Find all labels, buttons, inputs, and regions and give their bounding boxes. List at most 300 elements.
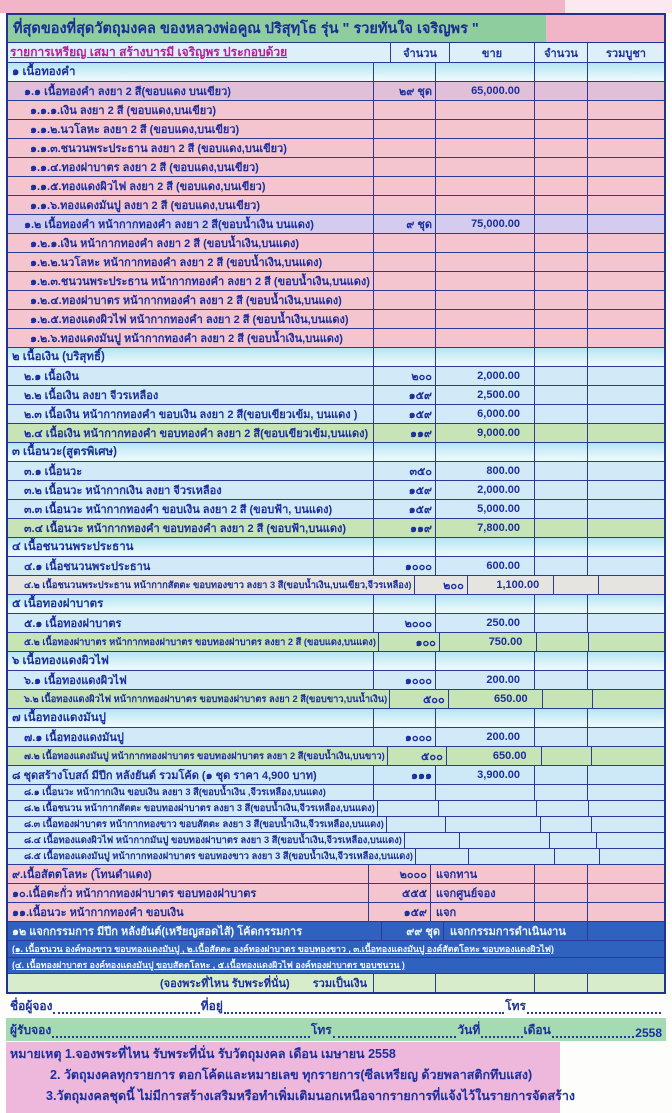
item-total-cell [587,884,664,902]
item-sell-price: 2,000.00 [477,484,520,496]
item-qty2-cell [542,690,592,708]
item-desc-cell [8,538,373,556]
item-sell-cell [435,272,534,290]
item-qty2-cell [534,652,587,670]
item-qty-cell [373,443,435,461]
item-qty: ๙๙ ชุด [406,926,440,939]
header-sell-cell: ขาย [449,43,534,62]
item-qty2-cell [534,766,587,784]
item-qty2-cell [554,849,599,864]
reserver-name-field [53,1002,199,1014]
table-row [8,785,664,801]
item-qty2-cell [534,557,587,575]
item-sell-cell [468,849,554,864]
item-total-cell [587,865,664,883]
item-sell-cell [435,462,534,480]
item-total-cell [587,766,664,784]
item-total-cell [591,817,664,832]
item-desc-cell [8,196,373,214]
item-desc: ๓.๔ เนื้อนวะ หน้ากากทองคำ ขอบทองคำ ลงยา 2 สี (ขอบฟ้า,บนแดง) [24,523,346,535]
pickup-note: (จองพระที่ไหน รับพระที่นั่น) [160,977,290,990]
item-qty2-cell [534,884,587,902]
table-row [8,234,664,253]
item-qty2-cell [534,367,587,385]
item-sell-price: 800.00 [486,465,520,477]
item-sell-cell [430,865,534,883]
table-row [8,903,664,922]
table-row [8,614,664,633]
total-amount-cell [587,974,664,992]
item-desc-cell [8,443,373,461]
item-qty2-cell [534,386,587,404]
table-row [8,652,664,671]
table-row [8,865,664,884]
item-sell-price: 6,000.00 [477,408,520,420]
item-qty2-cell [534,785,587,800]
item-qty-cell [373,519,435,537]
item-qty2-cell [534,291,587,309]
header-desc-label: รายการเหรียญ เสมา สร้างบารมี เจริญพร ประกอบด้วย [10,45,288,59]
item-qty-cell [368,903,430,921]
item-sell-cell [435,424,534,442]
header-total-cell: รวมบูชา [587,43,664,62]
item-qty: ๑๕๙ [408,390,432,402]
item-desc-cell [8,595,373,613]
table-row [8,481,664,500]
item-desc-cell [8,557,373,575]
item-qty: ๙ ชุด [406,219,432,231]
item-desc-cell [8,386,373,404]
item-sell-price: 650.00 [494,693,528,705]
item-total-cell [592,690,664,708]
item-sell-cell [435,671,534,689]
note-cell [8,941,664,956]
header-desc-cell [8,43,390,62]
item-desc-cell [8,833,404,848]
item-total-cell [587,903,664,921]
item-sell-cell [435,63,534,81]
item-qty-cell [373,766,435,784]
note-cell [8,958,664,973]
item-sell-cell [435,500,534,518]
total-sell-cell [435,974,534,992]
item-desc: ๑๑.เนื้อนวะ หน้ากากทองคำ ขอบเงิน [12,907,184,920]
item-qty2-cell [534,234,587,252]
item-desc: ๔.๑ เนื้อชนวนพระประธาน [24,561,151,573]
note-text: (๔. เนื้อทองฝาบาตร องค์ทองแดงมันปู ขอบสัตตโลหะ , ๕.เนื้อทองแดงผิวไฟ องค์ทองฝาบาตร ขอบชนวน ) [12,960,405,971]
receiver-phone-label: โทร [310,1022,332,1037]
item-desc-cell [8,576,414,594]
table-row [8,849,664,865]
table-row [8,519,664,538]
item-desc: ๗.๒ เนื้อทองแดงมันปู หน้ากากทองฝาบาตร ขอบทองฝาบาตร ลงยา 2 สี(ขอบน้ำเงิน,บนขาว) [24,750,385,761]
item-qty-cell [373,82,435,100]
item-qty2-cell [541,747,591,765]
item-qty2-cell [534,196,587,214]
item-total-cell [587,234,664,252]
item-total-cell [587,728,664,746]
date-field [481,1026,522,1038]
table-row [8,101,664,120]
item-sell-cell [435,329,534,347]
table-row [8,158,664,177]
price-table [6,42,666,994]
item-total-cell [587,386,664,404]
table-row [8,424,664,443]
item-desc: ๑.๒.๖.ทองแดงมันปู หน้ากากทองคำ ลงยา 2 สี (ขอบน้ำเงิน,บนแดง) [30,333,343,345]
item-desc-cell [8,690,389,708]
item-desc: ๒.๒ เนื้อเงิน ลงยา จีวรเหลือง [24,390,159,402]
item-desc-cell [8,747,387,765]
item-total-cell [587,348,664,366]
item-sell-cell [435,196,534,214]
item-qty-cell [386,817,445,832]
item-qty-cell [377,801,438,816]
item-sell-cell [435,101,534,119]
item-qty: ๓๕๐ [409,466,432,478]
item-sell-cell [435,652,534,670]
address-label: ที่อยู่ [200,998,223,1013]
table-header-row [8,43,664,63]
item-total-cell [587,158,664,176]
item-qty: ๑๑๙ [409,428,432,440]
item-total-cell [587,177,664,195]
page-title: ที่สุดของที่สุดวัตถุมงคล ของหลวงพ่อคูณ ปริสุทฺโธ รุ่น " รวยทันใจ เจริญพร " [13,21,479,37]
table-row [8,177,664,196]
item-sell-price: แจกทาน [436,869,478,882]
item-sell-price: 2,000.00 [477,370,520,382]
item-total-cell [587,595,664,613]
item-qty: ๕๐๐ [421,751,443,763]
item-qty2-cell [536,801,588,816]
item-total-cell [588,801,664,816]
item-desc: ๑.๑ เนื้อทองคำ ลงยา 2 สี(ขอบแดง บนเขียว) [24,86,231,98]
item-desc-cell [8,158,373,176]
item-desc-cell [8,215,373,233]
item-qty2-cell [534,595,587,613]
table-row [8,633,664,652]
item-sell-price: 5,000.00 [477,503,520,515]
item-desc: ๑.๒.๔.ทองฝาบาตร หน้ากากทองคำ ลงยา 2 สี (ขอบน้ำเงิน,บนแดง) [30,295,342,307]
item-desc: ๘.๒ เนื้อชนวน หน้ากากสัตตะ ขอบทองฝาบาตร ลงยา 3 สี(ขอบน้ำเงิน,จีวรเหลือง,บนแดง) [24,803,375,814]
item-desc-cell [8,82,373,100]
item-qty: ๑๕๙ [408,409,432,421]
table-row [8,709,664,728]
item-total-cell [591,747,664,765]
item-sell-cell [459,833,548,848]
item-desc: ๑.๒.๓.ชนวนพระประธาน หน้ากากทองคำ ลงยา 2 สี (ขอบน้ำเงิน,บนแดง) [30,276,370,288]
item-desc: ๖.๑ เนื้อทองแดงผิวไฟ [24,675,127,687]
note-text: (๑. เนื้อชนวน องค์ทองขาว ขอบทองแดงมันปู , ๒.เนื้อสัตตะ องค์ทองฝาบาตร ขอบทองขาว , ๓.เนื้อทองแดงมันปู องค์สัตตโลหะ ขอบทองแดงผิวไฟ) [12,944,554,955]
item-desc-cell [8,849,415,864]
table-row [8,348,664,367]
item-desc: ๗ เนื้อทองแดงมันปู [12,712,106,724]
page-margin-pink-strip [0,0,565,13]
item-desc-cell [8,367,373,385]
document-sheet [6,13,666,1113]
item-qty2-cell [534,405,587,423]
month-label: เดือน [523,1022,551,1037]
item-desc: ๖.๒ เนื้อทองแดงผิวไฟ หน้ากากทองฝาบาตร ขอบทองฝาบาตร ลงยา 2 สี(ขอบขาว,บนน้ำเงิน) [24,693,388,704]
year-value: 2558 [635,1025,662,1040]
note-row [8,958,664,974]
item-qty-cell [373,652,435,670]
item-desc: ๑.๑.๑.เงิน ลงยา 2 สี (ขอบแดง,บนเขียว) [30,105,217,117]
item-total-cell [587,291,664,309]
item-qty2-cell [534,82,587,100]
header-qty2-cell: จำนวน [534,43,587,62]
total-qty-cell [373,974,435,992]
title-bar [6,13,666,42]
item-sell-cell [435,120,534,138]
grand-total-label: รวมเป็นเงิน [312,977,367,990]
item-qty2-cell [534,253,587,271]
item-qty2-cell [534,538,587,556]
page-margin-strip-right [565,0,672,13]
item-sell-cell [435,291,534,309]
item-qty-cell [373,614,435,632]
item-qty: ๑๐๐๐ [404,732,432,744]
item-sell-cell [435,538,534,556]
item-sell-price: 3,900.00 [477,769,520,781]
item-desc-cell [8,801,377,816]
item-sell-cell [435,785,534,800]
item-desc: ๘ ชุดสร้างโบสถ์ มีปีก หลังยันต์ รวมโค้ด (๑ ชุด ราคา 4,900 บาท) [12,770,317,782]
item-total-cell [587,481,664,499]
item-sell-cell [448,690,542,708]
item-desc: ๒.๑ เนื้อเงิน [24,371,79,383]
item-qty: ๑๐๐๐ [404,561,432,573]
note-row [8,941,664,957]
table-row [8,310,664,329]
item-sell-price: 9,000.00 [477,427,520,439]
item-qty2-cell [534,139,587,157]
item-desc: ๔ เนื้อชนวนพระประธาน [12,541,134,553]
item-desc-cell [8,177,373,195]
notes-block [6,1042,576,1113]
item-desc: ๑.๑.๕.ทองแดงผิวไฟ ลงยา 2 สี (ขอบแดง,บนเขียว) [30,181,266,193]
item-desc-cell [8,101,373,119]
item-desc-cell [8,500,373,518]
address-field [224,1002,504,1014]
item-sell-cell [435,519,534,537]
item-desc-cell [8,709,373,727]
item-total-cell [587,443,664,461]
item-qty: ๒๙ ชุด [399,86,432,98]
item-sell-cell [435,234,534,252]
item-qty2-cell [534,101,587,119]
item-desc: ๑๒ แจกกรรมการ มีปีก หลังยันต์(เหรียญสอดไส้) โค้ดกรรมการ [12,926,303,939]
item-qty2-cell [534,120,587,138]
item-sell-cell [435,386,534,404]
item-sell-price: 200.00 [486,731,520,743]
item-sell-cell [435,177,534,195]
item-total-cell [587,709,664,727]
item-desc-cell [8,63,373,81]
reserver-name-label: ชื่อผู้จอง [10,998,53,1013]
item-qty: ๕๕๕ [402,888,427,901]
table-row [8,538,664,557]
table-row [8,595,664,614]
item-qty-cell [373,196,435,214]
item-desc-cell [8,272,373,290]
total-desc-cell [8,974,373,992]
item-sell-cell [435,595,534,613]
item-total-cell [587,367,664,385]
item-qty2-cell [534,443,587,461]
item-sell-cell [435,139,534,157]
item-total-cell [587,120,664,138]
item-qty-cell [373,424,435,442]
item-total-cell [587,215,664,233]
item-sell-cell [435,728,534,746]
item-qty-cell [378,633,439,651]
item-sell-price: 2,500.00 [477,389,520,401]
item-sell-cell [435,310,534,328]
item-total-cell [598,576,664,594]
item-qty-cell [373,329,435,347]
item-sell-cell [435,614,534,632]
item-total-cell [587,253,664,271]
table-row [8,747,664,766]
item-qty: ๑๑๙ [409,523,432,535]
item-qty: ๒๐๐๐ [404,618,432,630]
item-desc-cell [8,671,373,689]
item-sell-cell [430,884,534,902]
item-qty-cell [381,922,443,940]
item-qty-cell [373,234,435,252]
item-desc-cell [8,253,373,271]
item-qty-cell [404,833,459,848]
table-row [8,922,664,941]
item-qty-cell [368,884,430,902]
item-sell-cell [435,215,534,233]
item-qty-cell [373,671,435,689]
table-row [8,120,664,139]
item-sell-cell [445,817,540,832]
title-bar-pink-segment [546,15,664,42]
item-qty-cell [373,557,435,575]
item-qty: ๒๐๐ [443,580,464,592]
table-row [8,196,664,215]
item-desc: ๕.๒ เนื้อทองฝาบาตร หน้ากากทองฝาบาตร ขอบทองฝาบาตร ลงยา 2 สี (ขอบแดง,บนแดง) [24,636,376,647]
item-qty-cell [373,348,435,366]
item-qty-cell [373,481,435,499]
item-qty: ๕๐๐ [422,694,445,706]
table-row [8,329,664,348]
item-total-cell [587,671,664,689]
item-sell-price: แจก [436,907,457,920]
receiver-phone-field [333,1026,457,1038]
item-sell-price: 75,000.00 [471,218,520,230]
item-total-cell [587,272,664,290]
item-desc: ๙.เนื้อสัตตโลหะ (โทนดำแดง) [12,869,152,882]
item-desc: ๔.๒ เนื้อชนวนพระประธาน หน้ากากสัตตะ ขอบทองขาว ลงยา 3 สี(ขอบน้ำเงิน,บนเขียว,จีวรเหลือง) [24,579,412,590]
item-qty2-cell [534,671,587,689]
item-desc: ๘.๕ เนื้อทองแดงมันปู หน้ากากทองฝาบาตร ขอบทองขาว ลงยา 3 สี(ขอบน้ำเงิน,จีวรเหลือง,บนแดง) [24,851,413,862]
item-sell-price: 1,100.00 [496,579,540,591]
item-qty2-cell [534,329,587,347]
item-desc-cell [8,348,373,366]
table-row [8,576,664,595]
item-total-cell [587,82,664,100]
item-desc-cell [8,424,373,442]
item-desc: ๑.๒.๑.เงิน หน้ากากทองคำ ลงยา 2 สี (ขอบน้ำเงิน,บนแดง) [30,238,300,250]
item-desc: ๑๐.เนื้อตะกั่ว หน้ากากทองฝาบาตร ขอบทองฝาบาตร [12,888,257,901]
item-total-cell [587,519,664,537]
item-total-cell [587,538,664,556]
item-total-cell [588,633,664,651]
table-row [8,291,664,310]
item-desc: ๕ เนื้อทองฝาบาตร [12,598,104,610]
title-bar-green [8,15,546,42]
item-desc-cell [8,766,373,784]
item-desc-cell [8,728,373,746]
item-desc-cell [8,329,373,347]
item-total-cell [587,139,664,157]
item-sell-price: 200.00 [486,674,520,686]
item-desc: ๑ เนื้อทองคำ [12,66,76,78]
receiver-line [6,1018,666,1041]
item-qty: ๑๐๐ [415,637,436,649]
item-total-cell [587,614,664,632]
phone-field [527,1002,661,1014]
table-row [8,367,664,386]
table-row [8,500,664,519]
item-sell-price: 65,000.00 [471,85,520,97]
item-desc-cell [8,519,373,537]
item-qty: ๒๐๐๐ [399,869,427,882]
item-desc: ๑.๑.๒.นวโลหะ ลงยา 2 สี (ขอบแดง,บนเขียว) [30,124,240,136]
item-desc: ๖ เนื้อทองแดงผิวไฟ [12,655,109,667]
item-desc-cell [8,884,368,902]
item-desc-cell [8,291,373,309]
table-row [8,690,664,709]
table-row [8,557,664,576]
table-row [8,766,664,785]
item-desc-cell [8,865,368,883]
table-row [8,215,664,234]
item-desc-cell [8,120,373,138]
item-total-cell [587,424,664,442]
note-1: หมายเหตุ 1.จองพระที่ไหน รับพระที่นั่น รับวัตถุมงคล เดือน เมษายน 2558 [10,1046,396,1061]
item-qty2-cell [534,215,587,233]
table-row [8,386,664,405]
item-desc: ๘.๔ เนื้อทองแดงผิวไฟ หน้ากากมันปู ขอบทองฝาบาตร ลงยา 3 สี(ขอบน้ำเงิน,จีวรเหลือง,บนแดง) [24,835,402,846]
item-qty-cell [414,576,467,594]
item-desc: ๑.๒.๕.ทองแดงผิวไฟ หน้ากากทองคำ ลงยา 2 สี (ขอบน้ำเงิน,บนแดง) [30,314,349,326]
item-qty-cell [373,386,435,404]
item-desc-cell [8,785,373,800]
price-table-body [8,63,664,992]
note-2: 2. วัตถุมงคลทุกรายการ ตอกโค้ดและหมายเลข ทุกรายการ(ซีลเหรียญ ด้วยพลาสติกทึบแสง) [50,1067,533,1082]
item-sell-cell [435,481,534,499]
receiver-label: ผู้รับจอง [10,1022,52,1037]
table-row [8,63,664,82]
item-desc: ๓.๒ เนื้อนวะ หน้ากากเงิน ลงยา จีวรเหลือง [24,485,222,497]
item-sell-cell [435,348,534,366]
item-total-cell [587,101,664,119]
table-row [8,801,664,817]
item-qty2-cell [534,481,587,499]
item-desc: ๓.๓ เนื้อนวะ หน้ากากทองคำ ขอบเงิน ลงยา 2 สี (ขอบฟ้า, บนแดง) [24,504,333,516]
table-row [8,462,664,481]
item-qty-cell [373,405,435,423]
item-qty-cell [373,500,435,518]
table-row [8,671,664,690]
item-sell-price: 750.00 [488,636,523,648]
item-sell-cell [435,82,534,100]
